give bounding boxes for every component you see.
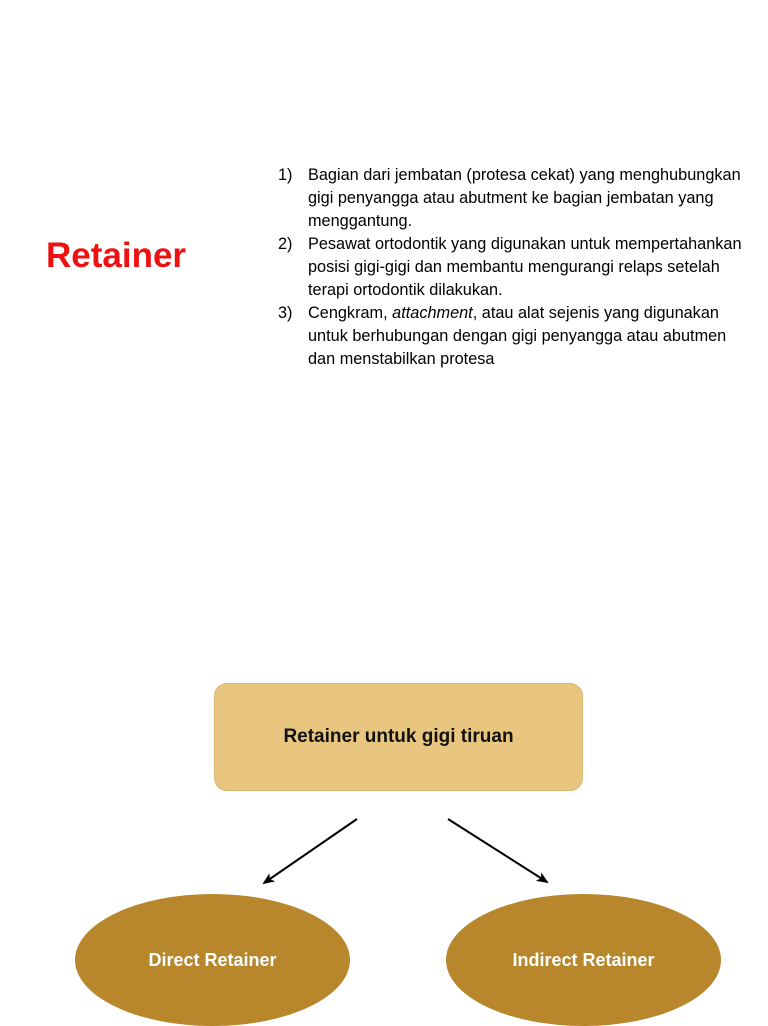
diagram-node-direct-retainer xyxy=(75,894,350,1026)
definition-item xyxy=(278,302,748,371)
page-title: Retainer xyxy=(46,236,187,275)
definition-text-part: Cengkram, xyxy=(308,304,393,322)
diagram-root-label: Retainer untuk gigi tiruan xyxy=(283,726,514,747)
definition-item xyxy=(278,233,748,302)
definition-text xyxy=(308,235,742,299)
definition-text-part: , atau alat sejenis yang digunakan untuk berhubungan dengan gigi penyangga atau abutmen dan menstabilkan protesa xyxy=(308,304,727,368)
definition-number: 1) xyxy=(278,166,293,184)
arrow-to-direct-retainer xyxy=(264,819,357,883)
definition-text xyxy=(308,304,726,368)
definition-item xyxy=(278,164,748,233)
definition-number: 2) xyxy=(278,235,293,253)
arrow-to-indirect-retainer xyxy=(448,819,547,882)
definition-list xyxy=(278,164,748,371)
definition-number: 3) xyxy=(278,304,293,322)
definition-text-italic: attachment xyxy=(392,304,473,322)
definition-text xyxy=(308,166,741,230)
diagram-node-indirect-retainer xyxy=(446,894,721,1026)
definition-text-part: Pesawat ortodontik yang digunakan untuk mempertahankan posisi gigi-gigi dan membantu mengurangi relaps setelah terapi ortodontik dilakukan. xyxy=(308,235,742,299)
diagram-node-label: Indirect Retainer xyxy=(512,949,655,970)
diagram-node-label: Direct Retainer xyxy=(148,949,277,970)
diagram-root-node xyxy=(214,683,583,791)
definition-text-part: Bagian dari jembatan (protesa cekat) yang menghubungkan gigi penyangga atau abutment ke bagian jembatan yang menggantung. xyxy=(308,166,741,230)
